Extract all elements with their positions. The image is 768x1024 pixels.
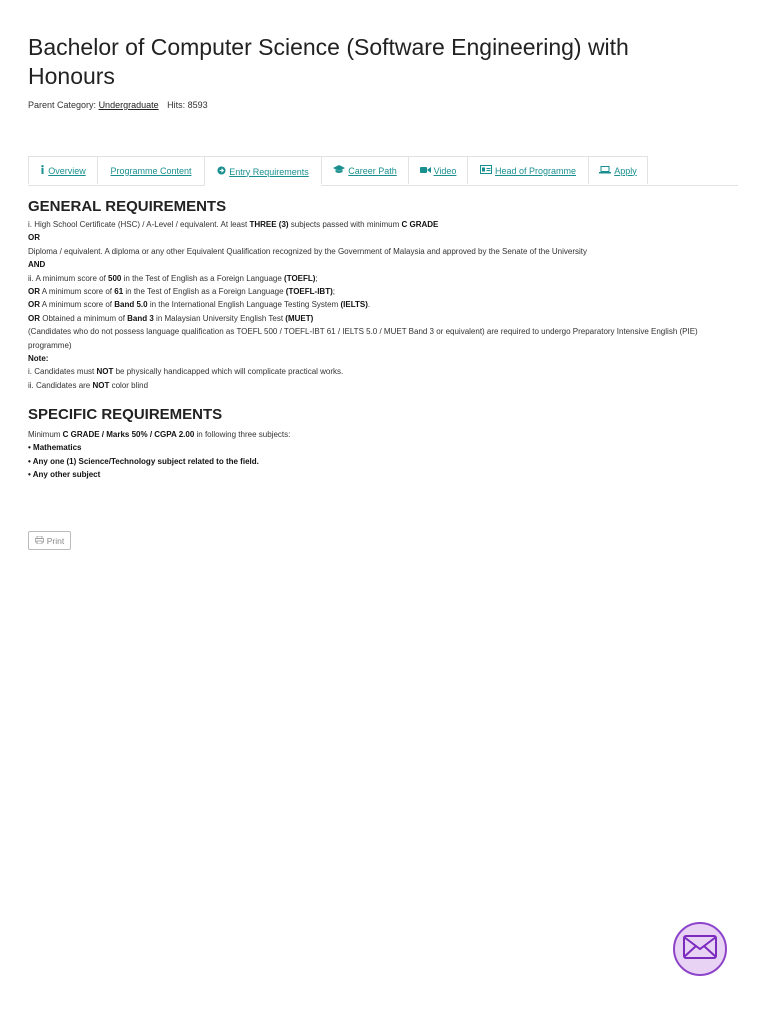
contact-mail-button[interactable] <box>673 922 727 976</box>
circle-arrow-icon <box>217 166 226 177</box>
tab-label: Video <box>433 165 457 176</box>
or-separator: OR <box>28 233 40 243</box>
tab-career-path[interactable] <box>321 156 408 184</box>
subject-item: • Any one (1) Science/Technology subject related to the field. <box>28 456 259 466</box>
video-camera-icon <box>420 166 431 176</box>
requirement-muet: OR Obtained a minimum of Band 3 in Malaysian University English Test (MUET) <box>28 313 314 323</box>
tab-label: Head of Programme <box>494 165 577 176</box>
and-separator: AND <box>28 260 46 270</box>
hits-count: Hits: 8593 <box>167 100 208 110</box>
subject-item: • Mathematics <box>28 443 82 453</box>
graduation-cap-icon <box>333 165 345 176</box>
subject-item: • Any other subject <box>28 470 101 480</box>
requirement-ielts: OR A minimum score of Band 5.0 in the International English Language Testing System (IELTS). <box>28 300 371 310</box>
page-title: Bachelor of Computer Science (Software Engineering) with Honours <box>28 34 629 89</box>
tab-label: Overview <box>48 165 86 176</box>
general-requirements-heading: GENERAL REQUIREMENTS <box>28 198 227 215</box>
tab-video[interactable] <box>408 156 467 184</box>
envelope-icon <box>683 935 717 964</box>
print-button[interactable] <box>28 531 71 550</box>
note-color-blind: ii. Candidates are NOT color blind <box>28 380 149 390</box>
note-physical: i. Candidates must NOT be physically handicapped which will complicate practical works. <box>28 367 344 377</box>
tab-programme-content[interactable] <box>97 156 204 184</box>
tab-label: Entry Requirements <box>229 166 309 177</box>
requirement-toefl: ii. A minimum score of 500 in the Test of English as a Foreign Language (TOEFL); <box>28 273 318 283</box>
tab-overview[interactable] <box>28 156 97 184</box>
printer-icon <box>35 536 44 546</box>
laptop-icon <box>599 166 611 176</box>
requirement-toefl-ibt: OR A minimum score of 61 in the Test of English as a Foreign Language (TOEFL-IBT); <box>28 287 335 297</box>
requirement-diploma: Diploma / equivalent. A diploma or any other Equivalent Qualification recognized by the Government of Malaysia and approved by the Senate of the University <box>28 246 587 256</box>
print-label: Print <box>46 535 65 546</box>
parent-category-link[interactable]: Undergraduate <box>98 100 159 110</box>
id-card-icon <box>480 165 492 176</box>
article-meta <box>28 100 208 110</box>
tab-label: Apply <box>614 165 637 176</box>
requirement-hsc: i. High School Certificate (HSC) / A-Level / equivalent. At least THREE (3) subjects passed with minimum C GRADE <box>28 220 439 229</box>
programme-tabs <box>28 156 738 186</box>
specific-requirements-heading: SPECIFIC REQUIREMENTS <box>28 406 223 423</box>
general-requirements-body <box>28 218 740 392</box>
parent-category-label: Parent Category: <box>28 100 97 110</box>
note-label: Note: <box>28 354 49 364</box>
tab-head-of-programme[interactable] <box>467 156 588 184</box>
tab-entry-requirements[interactable] <box>204 156 321 186</box>
tab-apply[interactable] <box>588 156 648 184</box>
tab-label: Programme Content <box>110 165 192 176</box>
tab-label: Career Path <box>348 165 397 176</box>
pie-programme-note: (Candidates who do not possess language qualification as TOEFL 500 / TOEFL-IBT 61 / IELTS 5.0 / MUET Band 3 or equivalent) are required to undergo Preparatory Intensive English (PIE) programme) <box>28 327 698 350</box>
specific-requirements-body <box>28 428 740 482</box>
specific-minimum: Minimum C GRADE / Marks 50% / CGPA 2.00 in following three subjects: <box>28 430 291 439</box>
info-icon <box>40 165 45 176</box>
